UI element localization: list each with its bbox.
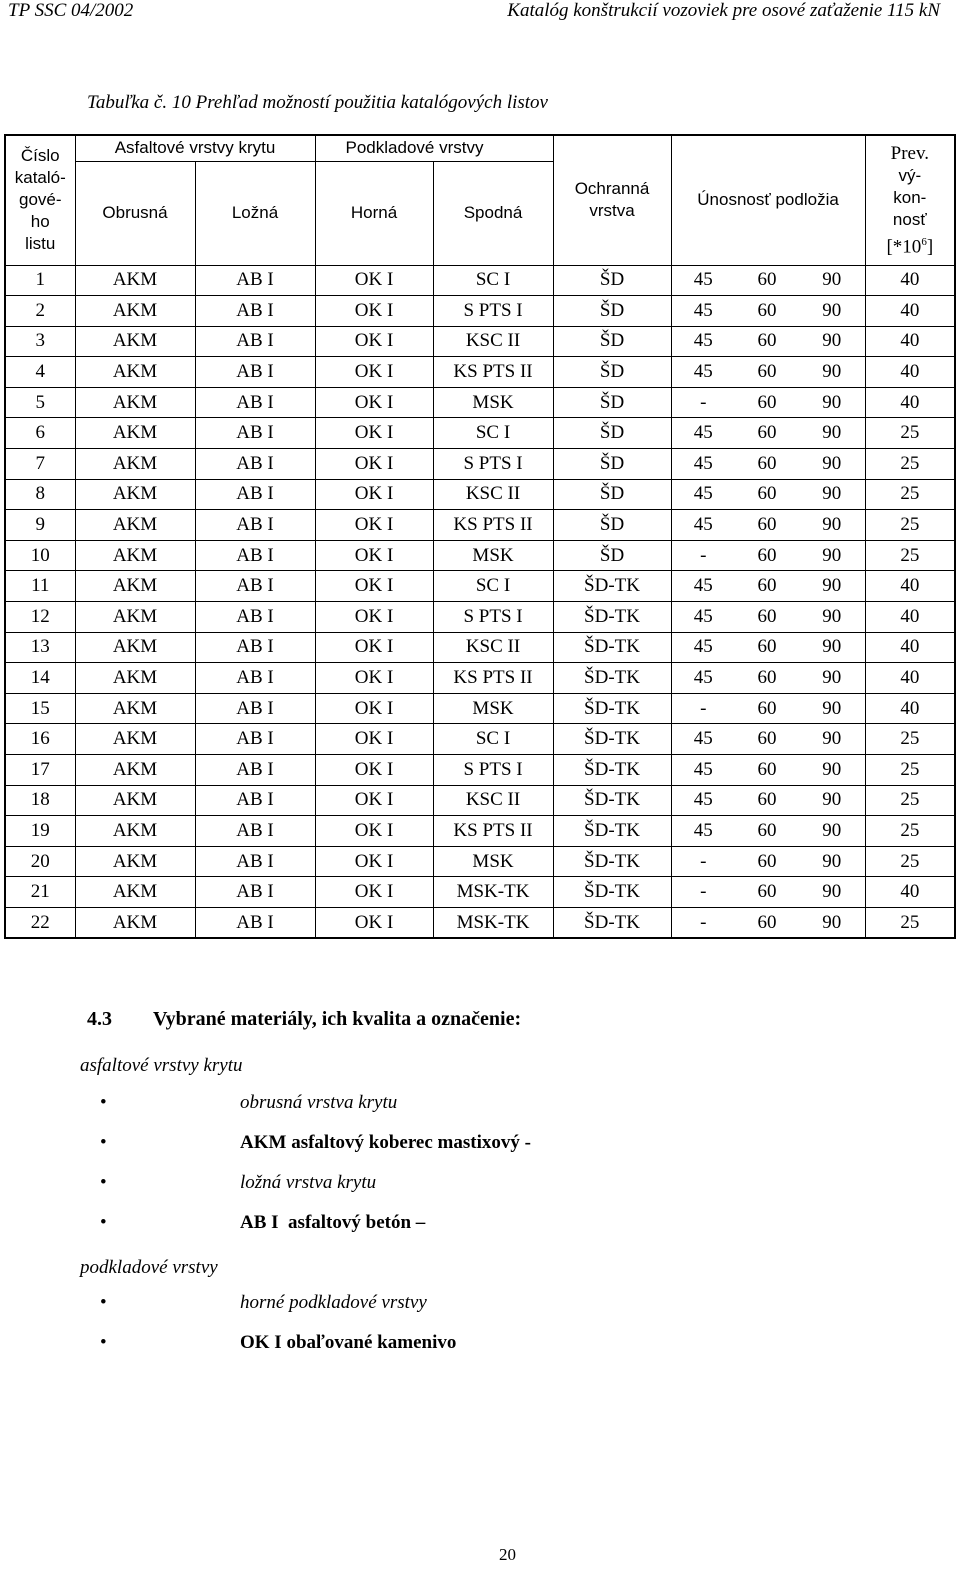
table-cell: 25 [865, 846, 955, 877]
table-cell: ŠD-TK [553, 755, 671, 786]
table-cell: 60 [735, 449, 799, 480]
table-cell: 40 [865, 877, 955, 908]
table-cell: 13 [5, 632, 75, 663]
table-cell: 20 [5, 846, 75, 877]
table-cell: 45 [671, 449, 735, 480]
table-cell: 45 [671, 265, 735, 296]
table-cell: AB I [195, 387, 315, 418]
table-cell: AB I [195, 571, 315, 602]
header-protective: Ochranná vrstva [553, 135, 671, 265]
table-row [5, 387, 955, 418]
table-cell: 25 [865, 907, 955, 938]
table-cell: 60 [735, 602, 799, 633]
table-cell: ŠD-TK [553, 816, 671, 847]
table-row [5, 816, 955, 847]
table-cell: 90 [799, 724, 865, 755]
table-cell: OK I [315, 418, 433, 449]
table-cell: S PTS I [433, 296, 553, 327]
table-cell: 90 [799, 387, 865, 418]
table-cell: AB I [195, 877, 315, 908]
table-cell: ŠD-TK [553, 907, 671, 938]
table-caption: Tabuľka č. 10 Prehľad možností použitia katalógových listov [87, 92, 548, 113]
table-cell: KS PTS II [433, 663, 553, 694]
table-cell: 45 [671, 663, 735, 694]
table-cell: 10 [5, 540, 75, 571]
material-code: AKM [240, 1132, 287, 1153]
table-cell: OK I [315, 877, 433, 908]
table-cell: 60 [735, 571, 799, 602]
table-cell: 60 [735, 540, 799, 571]
table-cell: KS PTS II [433, 357, 553, 388]
table-cell: ŠD [553, 326, 671, 357]
table-row [5, 663, 955, 694]
table-cell: 25 [865, 540, 955, 571]
table-cell: - [671, 907, 735, 938]
table-cell: 90 [799, 693, 865, 724]
table-row [5, 479, 955, 510]
table-cell: 60 [735, 265, 799, 296]
table-cell: AKM [75, 907, 195, 938]
table-row [5, 846, 955, 877]
table-cell: 90 [799, 816, 865, 847]
table-cell: ŠD-TK [553, 663, 671, 694]
table-row [5, 877, 955, 908]
header-asphalt-group: Asfaltové vrstvy krytu [75, 135, 315, 161]
header-left: TP SSC 04/2002 [8, 0, 134, 21]
table-cell: 90 [799, 357, 865, 388]
table-cell: OK I [315, 693, 433, 724]
table-cell: AKM [75, 265, 195, 296]
table-cell: 60 [735, 296, 799, 327]
table-cell: 90 [799, 846, 865, 877]
table-cell: OK I [315, 479, 433, 510]
header-wearing: Obrusná [75, 161, 195, 265]
table-row [5, 449, 955, 480]
table-cell: 45 [671, 571, 735, 602]
table-row [5, 907, 955, 938]
table-cell: MSK [433, 693, 553, 724]
table-cell: AB I [195, 907, 315, 938]
table-cell: 40 [865, 632, 955, 663]
table-cell: 25 [865, 785, 955, 816]
table-cell: 90 [799, 663, 865, 694]
table-cell: MSK [433, 540, 553, 571]
table-cell: OK I [315, 632, 433, 663]
table-cell: - [671, 846, 735, 877]
table-cell: SC I [433, 418, 553, 449]
table-cell: 45 [671, 418, 735, 449]
table-row [5, 632, 955, 663]
table-cell: AB I [195, 755, 315, 786]
table-cell: 60 [735, 724, 799, 755]
table-cell: OK I [315, 540, 433, 571]
table-row [5, 755, 955, 786]
header-right: Katalóg konštrukcií vozoviek pre osové zaťaženie 115 kN [507, 0, 940, 21]
table-cell: 25 [865, 479, 955, 510]
table-cell: ŠD-TK [553, 693, 671, 724]
table-cell: 90 [799, 785, 865, 816]
table-cell: S PTS I [433, 449, 553, 480]
table-cell: AB I [195, 602, 315, 633]
group-heading-asphalt: asfaltové vrstvy krytu [80, 1055, 243, 1076]
table-cell: OK I [315, 296, 433, 327]
table-cell: SC I [433, 265, 553, 296]
header-traffic: Prev. vý- kon- nosť $[*10^6]$ [865, 135, 955, 265]
table-cell: 60 [735, 785, 799, 816]
table-cell: ŠD-TK [553, 846, 671, 877]
table-cell: KSC II [433, 479, 553, 510]
table-cell: AB I [195, 326, 315, 357]
table-cell: OK I [315, 326, 433, 357]
table-cell: 60 [735, 846, 799, 877]
table-cell: 18 [5, 785, 75, 816]
table-cell: OK I [315, 510, 433, 541]
table-cell: 90 [799, 479, 865, 510]
table-cell: OK I [315, 449, 433, 480]
table-cell: 45 [671, 510, 735, 541]
table-cell: 16 [5, 724, 75, 755]
table-cell: KSC II [433, 785, 553, 816]
table-row [5, 326, 955, 357]
table-cell: OK I [315, 357, 433, 388]
table-cell: AKM [75, 540, 195, 571]
table-cell: ŠD [553, 510, 671, 541]
table-row [5, 510, 955, 541]
list-item: • ložná vrstva krytu [100, 1172, 377, 1193]
section-number: 4.3 [87, 1008, 112, 1030]
table-cell: ŠD [553, 449, 671, 480]
table-cell: AB I [195, 357, 315, 388]
table-cell: 60 [735, 387, 799, 418]
table-cell: 25 [865, 510, 955, 541]
table-cell: 90 [799, 602, 865, 633]
table-cell: MSK [433, 387, 553, 418]
header-binder: Ložná [195, 161, 315, 265]
table-cell: 22 [5, 907, 75, 938]
table-cell: 45 [671, 632, 735, 663]
table-cell: 25 [865, 755, 955, 786]
table-cell: KS PTS II [433, 510, 553, 541]
table-cell: SC I [433, 724, 553, 755]
table-cell: AKM [75, 387, 195, 418]
table-cell: 60 [735, 693, 799, 724]
table-cell: 4 [5, 357, 75, 388]
list-item: • horné podkladové vrstvy [100, 1292, 427, 1313]
table-cell: AB I [195, 449, 315, 480]
table-cell: AB I [195, 540, 315, 571]
table-cell: 9 [5, 510, 75, 541]
table-row [5, 785, 955, 816]
table-cell: AB I [195, 846, 315, 877]
table-cell: OK I [315, 907, 433, 938]
table-cell: 15 [5, 693, 75, 724]
table-cell: 11 [5, 571, 75, 602]
table-cell: AKM [75, 510, 195, 541]
table-cell: AB I [195, 816, 315, 847]
table-cell: OK I [315, 724, 433, 755]
table-cell: 60 [735, 816, 799, 847]
table-cell: 90 [799, 418, 865, 449]
bullet-icon: • [100, 1172, 107, 1193]
table-cell: 60 [735, 357, 799, 388]
table-cell: AKM [75, 571, 195, 602]
table-cell: ŠD [553, 357, 671, 388]
material-code: OK I [240, 1332, 282, 1353]
table-cell: 40 [865, 326, 955, 357]
table-cell: 40 [865, 693, 955, 724]
table-cell: 40 [865, 387, 955, 418]
header-catalog-no: Číslo kataló- gové- ho listu [14, 146, 66, 254]
table-row [5, 357, 955, 388]
table-cell: AKM [75, 418, 195, 449]
table-cell: ŠD [553, 540, 671, 571]
table-row [5, 418, 955, 449]
table-cell: MSK [433, 846, 553, 877]
table-row [5, 296, 955, 327]
material-desc: asfaltový koberec mastixový - [291, 1132, 531, 1153]
table-cell: AKM [75, 479, 195, 510]
table-cell: OK I [315, 265, 433, 296]
table-cell: 25 [865, 816, 955, 847]
table-cell: AKM [75, 816, 195, 847]
table-cell: AKM [75, 785, 195, 816]
table-cell: 90 [799, 632, 865, 663]
bullet-icon: • [100, 1092, 107, 1113]
table-cell: 90 [799, 907, 865, 938]
table-cell: 60 [735, 877, 799, 908]
table-cell: 3 [5, 326, 75, 357]
table-cell: 8 [5, 479, 75, 510]
table-cell: AKM [75, 846, 195, 877]
table-cell: 90 [799, 296, 865, 327]
table-cell: AKM [75, 602, 195, 633]
table-cell: 45 [671, 724, 735, 755]
table-cell: ŠD-TK [553, 632, 671, 663]
table-cell: KSC II [433, 632, 553, 663]
table-row [5, 265, 955, 296]
table-cell: S PTS I [433, 755, 553, 786]
table-cell: AB I [195, 418, 315, 449]
table-cell: 90 [799, 510, 865, 541]
table-cell: MSK-TK [433, 877, 553, 908]
table-cell: 40 [865, 571, 955, 602]
list-item [100, 1212, 425, 1234]
table-cell: 90 [799, 755, 865, 786]
table-cell: 2 [5, 296, 75, 327]
table-cell: 60 [735, 326, 799, 357]
table-cell: 90 [799, 540, 865, 571]
header-upper: Horná [315, 161, 433, 265]
table-cell: - [671, 693, 735, 724]
table-cell: AKM [75, 663, 195, 694]
table-cell: 40 [865, 663, 955, 694]
table-cell: 40 [865, 602, 955, 633]
table-cell: 60 [735, 418, 799, 449]
table-cell: ŠD [553, 479, 671, 510]
table-cell: 25 [865, 418, 955, 449]
table-cell: 7 [5, 449, 75, 480]
header-lower: Spodná [433, 161, 553, 265]
bullet-icon: • [100, 1332, 107, 1353]
table-cell: AB I [195, 479, 315, 510]
table-cell: AB I [195, 632, 315, 663]
table-cell: AKM [75, 449, 195, 480]
table-cell: AB I [195, 785, 315, 816]
table-cell: 5 [5, 387, 75, 418]
table-cell: KS PTS II [433, 816, 553, 847]
table-cell: AB I [195, 663, 315, 694]
material-code: AB I [240, 1212, 279, 1233]
table-cell: 45 [671, 326, 735, 357]
table-cell: 45 [671, 785, 735, 816]
table-cell: 90 [799, 326, 865, 357]
table-cell: 21 [5, 877, 75, 908]
table-cell: 45 [671, 816, 735, 847]
bullet-icon: • [100, 1132, 107, 1153]
table-cell: S PTS I [433, 602, 553, 633]
table-cell: AKM [75, 326, 195, 357]
table-cell: AB I [195, 296, 315, 327]
table-cell: ŠD [553, 296, 671, 327]
table-cell: 45 [671, 296, 735, 327]
material-desc: asfaltový betón – [288, 1212, 426, 1233]
table-cell: AKM [75, 296, 195, 327]
table-cell: 45 [671, 357, 735, 388]
table-cell: OK I [315, 663, 433, 694]
table-cell: 12 [5, 602, 75, 633]
table-cell: ŠD-TK [553, 602, 671, 633]
table-cell: OK I [315, 816, 433, 847]
header-base-group: Podkladové vrstvy [315, 135, 553, 161]
table-cell: 45 [671, 479, 735, 510]
table-cell: ŠD-TK [553, 724, 671, 755]
table-cell: ŠD [553, 265, 671, 296]
table-cell: 40 [865, 296, 955, 327]
table-cell: - [671, 877, 735, 908]
table-cell: AKM [75, 755, 195, 786]
table-cell: 40 [865, 265, 955, 296]
table-cell: AB I [195, 693, 315, 724]
table-cell: 45 [671, 755, 735, 786]
table-cell: AB I [195, 510, 315, 541]
list-item [100, 1332, 456, 1354]
table-cell: OK I [315, 755, 433, 786]
table-row [5, 602, 955, 633]
table-cell: 60 [735, 632, 799, 663]
table-cell: 45 [671, 602, 735, 633]
bullet-icon: • [100, 1212, 107, 1233]
table-cell: OK I [315, 387, 433, 418]
list-item: • obrusná vrstva krytu [100, 1092, 398, 1113]
table-cell: 60 [735, 907, 799, 938]
table-cell: AKM [75, 877, 195, 908]
table-row [5, 693, 955, 724]
table-cell: 17 [5, 755, 75, 786]
table-cell: 25 [865, 724, 955, 755]
table-cell: ŠD [553, 418, 671, 449]
table-cell: 90 [799, 877, 865, 908]
table-cell: OK I [315, 785, 433, 816]
table-row [5, 571, 955, 602]
page-number: 20 [499, 1545, 516, 1564]
section-title: Vybrané materiály, ich kvalita a označenie: [153, 1008, 522, 1030]
table-cell: AKM [75, 632, 195, 663]
table-row [5, 724, 955, 755]
table-cell: OK I [315, 846, 433, 877]
table-cell: 1 [5, 265, 75, 296]
table-cell: ŠD-TK [553, 785, 671, 816]
table-cell: - [671, 387, 735, 418]
catalog-table-wrapper [4, 134, 954, 939]
table-cell: AKM [75, 724, 195, 755]
list-item [100, 1132, 531, 1154]
table-cell: 40 [865, 357, 955, 388]
table-cell: AKM [75, 693, 195, 724]
table-cell: SC I [433, 571, 553, 602]
table-cell: ŠD [553, 387, 671, 418]
table-cell: 19 [5, 816, 75, 847]
table-cell: AB I [195, 724, 315, 755]
table-cell: 60 [735, 479, 799, 510]
table-cell: ŠD-TK [553, 877, 671, 908]
table-cell: AKM [75, 357, 195, 388]
table-cell: 6 [5, 418, 75, 449]
table-cell: 60 [735, 510, 799, 541]
table-cell: 90 [799, 571, 865, 602]
table-cell: ŠD-TK [553, 571, 671, 602]
group-heading-base: podkladové vrstvy [80, 1257, 218, 1278]
header-subgrade: Únosnosť podložia [671, 135, 865, 265]
table-cell: 60 [735, 755, 799, 786]
table-cell: 25 [865, 449, 955, 480]
table-cell: MSK-TK [433, 907, 553, 938]
table-cell: AB I [195, 265, 315, 296]
table-row [5, 540, 955, 571]
table-cell: 60 [735, 663, 799, 694]
table-cell: - [671, 540, 735, 571]
table-cell: KSC II [433, 326, 553, 357]
table-cell: 90 [799, 265, 865, 296]
table-cell: OK I [315, 571, 433, 602]
table-cell: 90 [799, 449, 865, 480]
table-cell: OK I [315, 602, 433, 633]
material-desc: obaľované kamenivo [286, 1332, 457, 1353]
catalog-table [4, 134, 956, 939]
section-heading [87, 1008, 521, 1031]
table-cell: 14 [5, 663, 75, 694]
bullet-icon: • [100, 1292, 107, 1313]
